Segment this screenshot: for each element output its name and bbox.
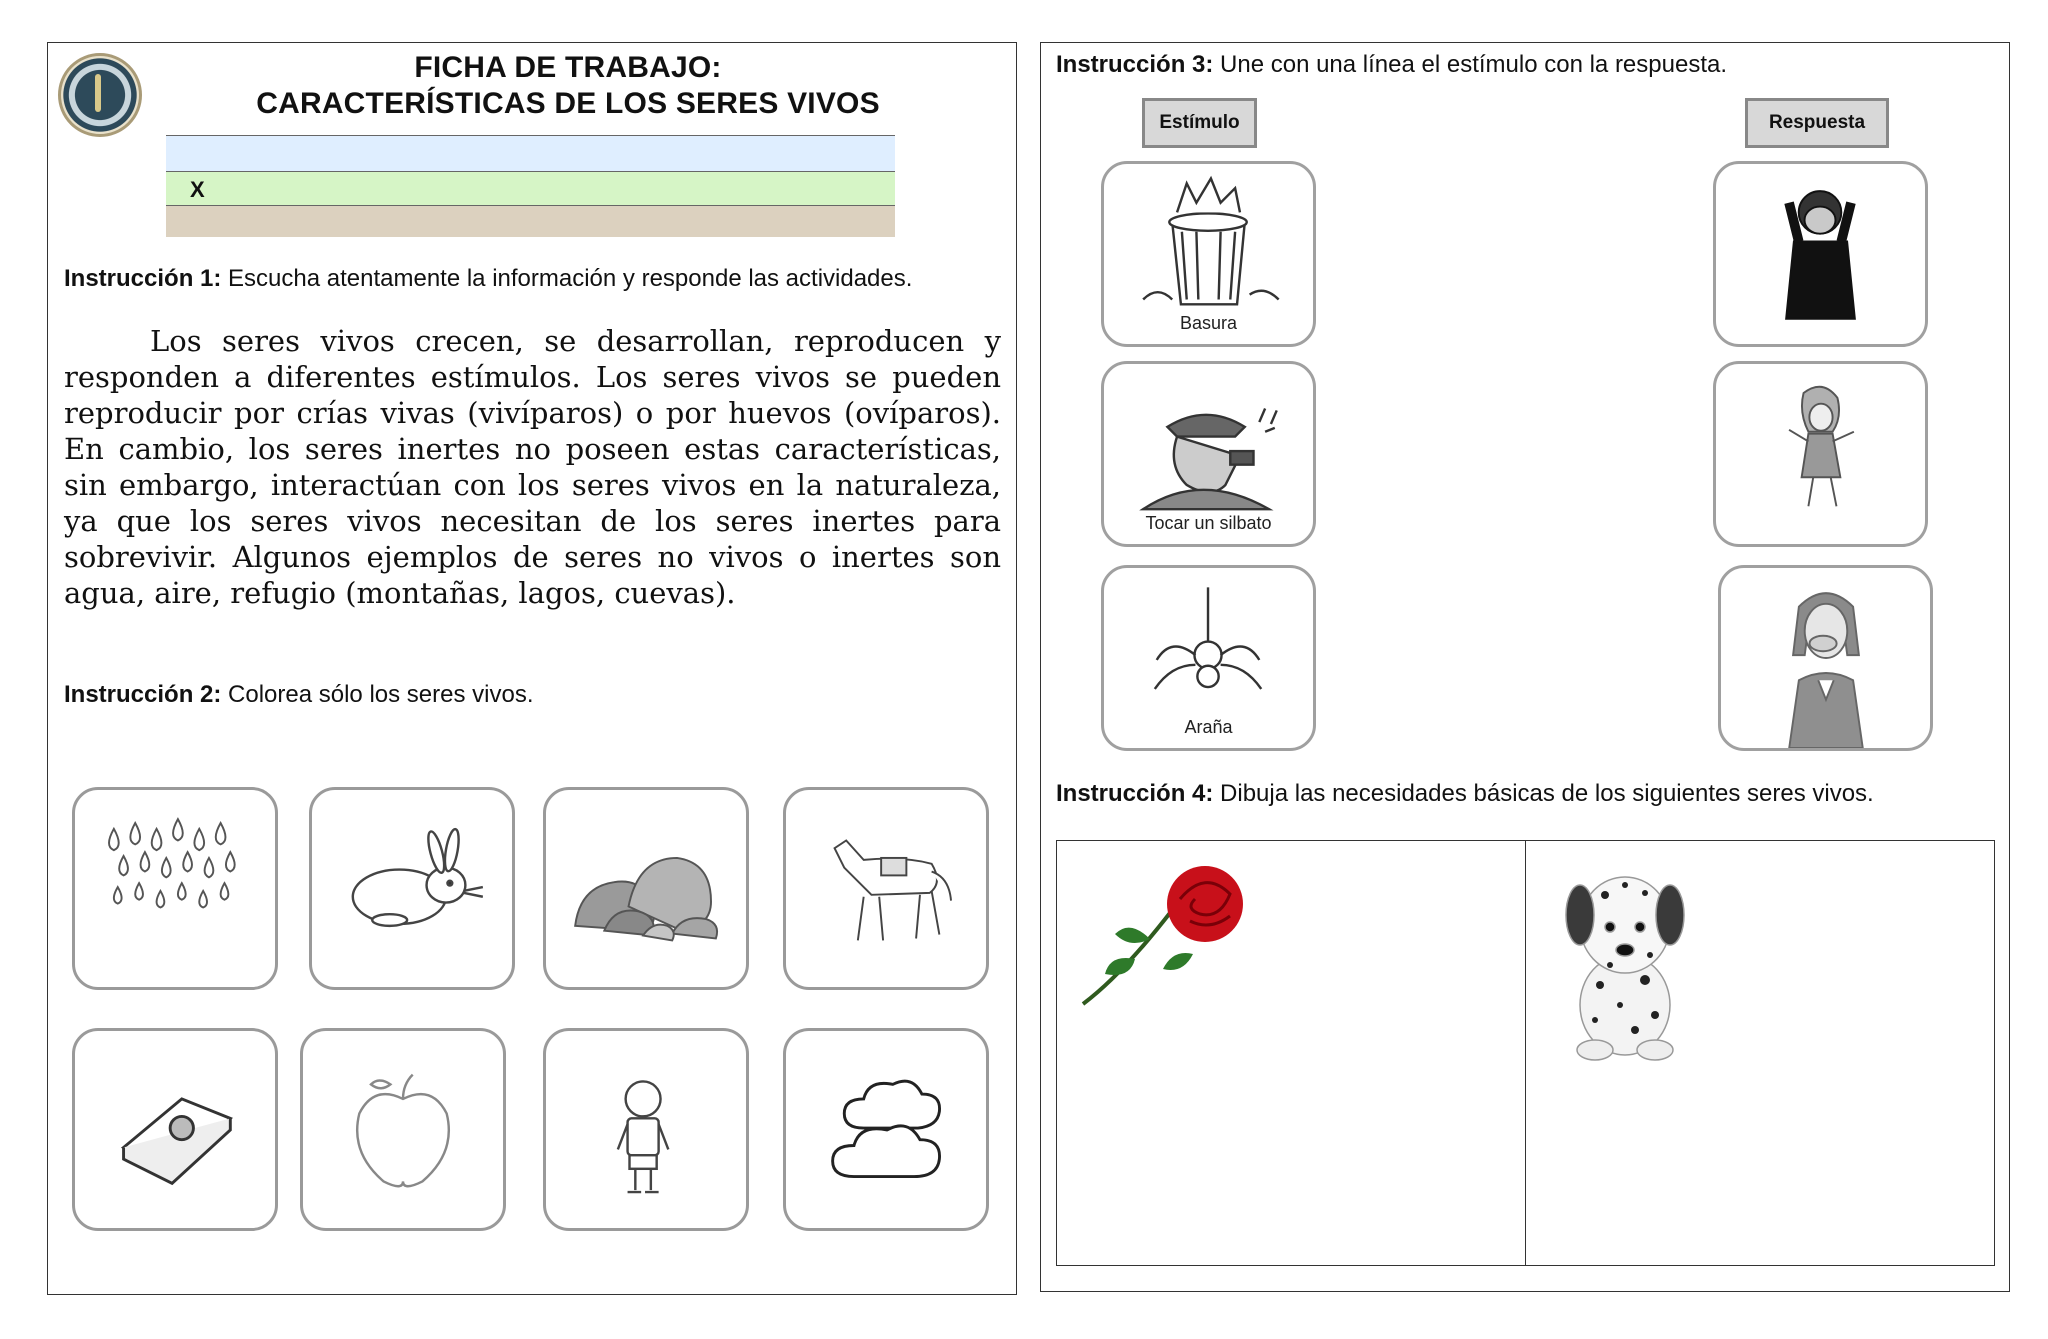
covering-nose-icon bbox=[1721, 568, 1930, 748]
worksheet-right-panel bbox=[1040, 42, 2010, 1292]
rose-icon bbox=[1075, 859, 1275, 1019]
dalmatian-puppy-icon bbox=[1545, 855, 1705, 1065]
response-header: Respuesta bbox=[1745, 98, 1889, 148]
card-boy[interactable] bbox=[543, 1028, 749, 1231]
band-mark: X bbox=[190, 177, 205, 202]
card-apple[interactable] bbox=[300, 1028, 506, 1231]
instruction-4-text: Dibuja las necesidades básicas de los siguientes seres vivos. bbox=[1213, 780, 1874, 807]
card-horse[interactable] bbox=[783, 787, 989, 990]
stimulus-caption-spider: Araña bbox=[1184, 717, 1233, 737]
horse-icon bbox=[786, 790, 986, 987]
apple-icon bbox=[303, 1031, 503, 1228]
stimulus-card-spider[interactable] bbox=[1101, 565, 1316, 751]
rocks-icon bbox=[546, 790, 746, 987]
header-band-blue bbox=[166, 135, 895, 171]
response-card-ears[interactable] bbox=[1713, 161, 1928, 347]
response-card-nose[interactable] bbox=[1718, 565, 1933, 751]
covering-ears-icon bbox=[1716, 164, 1925, 344]
header-band-tan bbox=[166, 205, 895, 237]
stimulus-caption-trash: Basura bbox=[1179, 313, 1238, 333]
book-icon bbox=[75, 1031, 275, 1228]
instruction-4 bbox=[1056, 780, 1874, 808]
school-seal-icon bbox=[58, 53, 142, 137]
rabbit-icon bbox=[312, 790, 512, 987]
instruction-2-label: Instrucción 2: bbox=[64, 681, 222, 708]
reading-paragraph: Los seres vivos crecen, se desarrollan, reproducen y responden a diferentes estímulos. Los seres vivos se pueden reproducir por crías vivas (vivíparos) o por huevos (ovíparos). En cambio, los seres inertes no poseen estas características, sin embargo, interactúan con los seres vivos en la naturaleza, ya que los seres vivos necesitan de los seres inertes para sobrevivir. Algunos ejemplos de seres no vivos o inertes son agua, aire, refugio (montañas, lagos, cuevas). bbox=[64, 324, 1001, 610]
card-rabbit[interactable] bbox=[309, 787, 515, 990]
instruction-3 bbox=[1056, 51, 1727, 79]
drawing-box[interactable] bbox=[1056, 840, 1995, 1266]
stimulus-caption-whistle: Tocar un silbato bbox=[1145, 513, 1272, 533]
worksheet-title-line1: FICHA DE TRABAJO: bbox=[414, 51, 722, 84]
instruction-1 bbox=[64, 265, 912, 293]
card-clouds[interactable] bbox=[783, 1028, 989, 1231]
instruction-1-label: Instrucción 1: bbox=[64, 265, 222, 292]
worksheet-left-panel bbox=[47, 42, 1017, 1295]
instruction-1-text: Escucha atentamente la información y responde las actividades. bbox=[221, 265, 913, 292]
instruction-4-label: Instrucción 4: bbox=[1056, 780, 1214, 807]
card-book[interactable] bbox=[72, 1028, 278, 1231]
worksheet-title-line2: CARACTERÍSTICAS DE LOS SERES VIVOS bbox=[256, 87, 880, 120]
water-drops-icon bbox=[75, 790, 275, 987]
drawing-box-divider bbox=[1525, 841, 1526, 1265]
scared-girl-icon bbox=[1716, 364, 1925, 544]
header-band-green bbox=[166, 171, 895, 205]
stimulus-header: Estímulo bbox=[1142, 98, 1257, 148]
stimulus-card-trash[interactable] bbox=[1101, 161, 1316, 347]
instruction-2 bbox=[64, 681, 534, 709]
instruction-3-label: Instrucción 3: bbox=[1056, 51, 1214, 78]
response-card-scared[interactable] bbox=[1713, 361, 1928, 547]
clouds-icon bbox=[786, 1031, 986, 1228]
card-water[interactable] bbox=[72, 787, 278, 990]
instruction-2-text: Colorea sólo los seres vivos. bbox=[221, 681, 534, 708]
boy-icon bbox=[546, 1031, 746, 1228]
stimulus-card-whistle[interactable] bbox=[1101, 361, 1316, 547]
instruction-3-text: Une con una línea el estímulo con la respuesta. bbox=[1213, 51, 1728, 78]
card-rocks[interactable] bbox=[543, 787, 749, 990]
